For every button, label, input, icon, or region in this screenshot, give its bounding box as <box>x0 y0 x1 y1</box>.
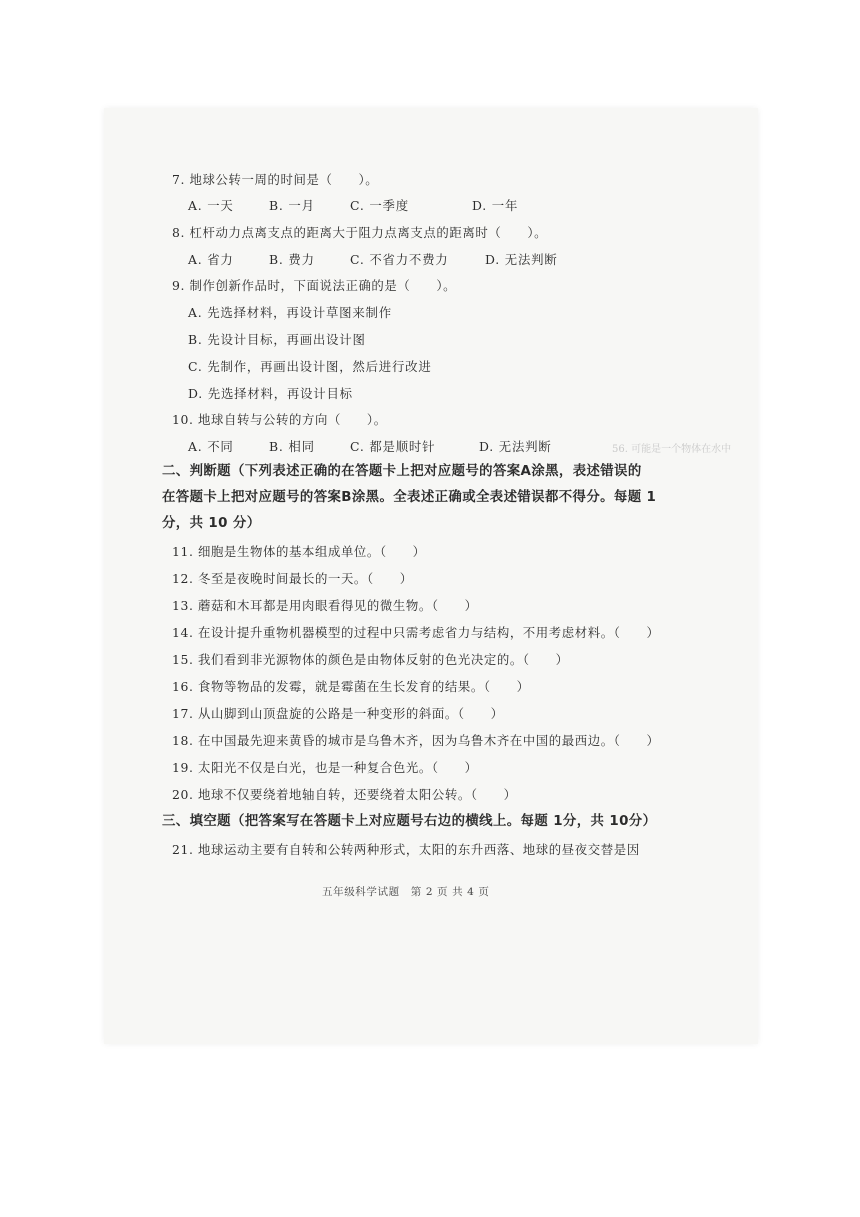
option-a: A. 一天 <box>188 198 234 213</box>
question-7-stem: 7. 地球公转一周的时间是（ ）。 <box>172 172 379 187</box>
judgment-16: 16. 食物等物品的发霉，就是霉菌在生长发育的结果。（ ） <box>172 679 530 694</box>
question-9-option-d: D. 先选择材料，再设计目标 <box>188 386 353 401</box>
judgment-17: 17. 从山脚到山顶盘旋的公路是一种变形的斜面。（ ） <box>172 706 504 721</box>
question-9-stem: 9. 制作创新作品时，下面说法正确的是（ ）。 <box>172 278 457 293</box>
judgment-20: 20. 地球不仅要绕着地轴自转，还要绕着太阳公转。（ ） <box>172 787 517 802</box>
judgment-18: 18. 在中国最先迎来黄昏的城市是乌鲁木齐，因为乌鲁木齐在中国的最西边。（ ） <box>172 733 660 748</box>
question-7-options <box>188 198 518 214</box>
option-a: A. 省力 <box>188 252 234 267</box>
judgment-13: 13. 蘑菇和木耳都是用肉眼看得见的微生物。（ ） <box>172 598 478 613</box>
option-d: D. 无法判断 <box>485 252 558 267</box>
option-c: C. 都是顺时针 <box>350 439 436 454</box>
option-c: C. 一季度 <box>350 198 409 213</box>
judgment-15: 15. 我们看到非光源物体的颜色是由物体反射的色光决定的。（ ） <box>172 652 569 667</box>
question-9-option-c: C. 先制作，再画出设计图，然后进行改进 <box>188 359 432 374</box>
section-2-heading-line1: 二、判断题（下列表述正确的在答题卡上把对应题号的答案A涂黑，表述错误的 <box>162 464 642 479</box>
section-2-heading-line3: 分，共 10 分） <box>162 516 261 531</box>
question-9-option-a: A. 先选择材料，再设计草图来制作 <box>188 305 392 320</box>
question-8-options <box>188 252 558 268</box>
question-8-stem: 8. 杠杆动力点离支点的距离大于阻力点离支点的距离时（ ）。 <box>172 225 548 240</box>
option-d: D. 一年 <box>472 198 519 213</box>
option-c: C. 不省力不费力 <box>350 252 449 267</box>
option-b: B. 费力 <box>269 252 315 267</box>
bleed-through-text: 56. 可能是一个物体在水中 <box>612 444 732 455</box>
question-10-options <box>188 439 552 455</box>
section-2-heading-line2: 在答题卡上把对应题号的答案B涂黑。全表述正确或全表述错误都不得分。每题 1 <box>162 490 657 505</box>
question-21-stem: 21. 地球运动主要有自转和公转两种形式，太阳的东升西落、地球的昼夜交替是因 <box>172 842 640 857</box>
option-b: B. 相同 <box>269 439 315 454</box>
option-a: A. 不同 <box>188 439 234 454</box>
page-footer: 五年级科学试题 第 2 页 共 4 页 <box>322 886 490 898</box>
judgment-19: 19. 太阳光不仅是白光，也是一种复合色光。（ ） <box>172 760 478 775</box>
question-10-stem: 10. 地球自转与公转的方向（ ）。 <box>172 412 387 427</box>
judgment-14: 14. 在设计提升重物机器模型的过程中只需考虑省力与结构，不用考虑材料。（ ） <box>172 625 660 640</box>
judgment-11: 11. 细胞是生物体的基本组成单位。（ ） <box>172 544 426 559</box>
judgment-12: 12. 冬至是夜晚时间最长的一天。（ ） <box>172 571 413 586</box>
option-d: D. 无法判断 <box>479 439 552 454</box>
question-9-option-b: B. 先设计目标，再画出设计图 <box>188 332 366 347</box>
section-3-heading: 三、填空题（把答案写在答题卡上对应题号右边的横线上。每题 1分，共 10分） <box>162 814 657 829</box>
option-b: B. 一月 <box>269 198 315 213</box>
